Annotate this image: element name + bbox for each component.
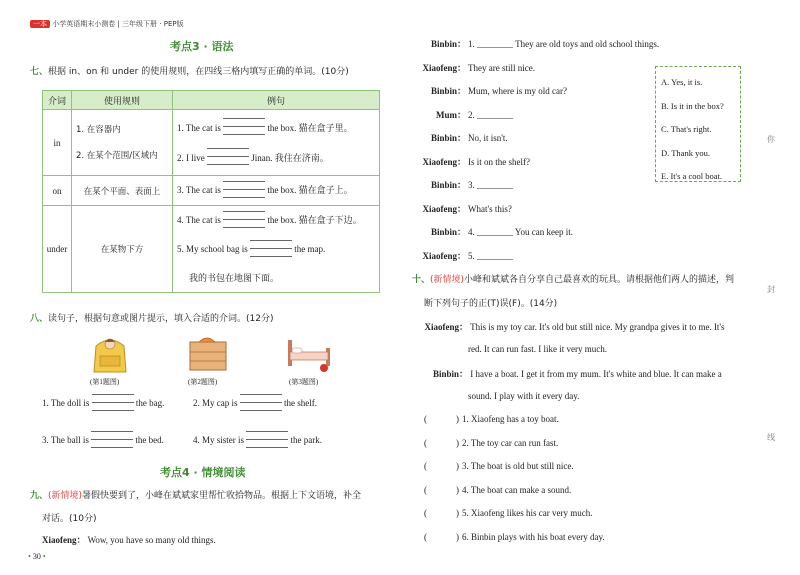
dialog-line	[410, 178, 513, 191]
header-title: 小学英语期末小测卷 | 三年级下册 · PEP版	[52, 20, 184, 28]
option-e: E. It's a cool boat.	[661, 171, 723, 181]
tf-answer-slot[interactable]: (	[424, 532, 427, 542]
kp3-title: 考点3 · 语法	[170, 40, 234, 53]
q9-text-2: 对话。(10分)	[42, 514, 97, 524]
speaker-xiaofeng-q10: Xiaofeng：	[424, 322, 468, 332]
options-box	[655, 66, 741, 182]
s3-blank[interactable]	[223, 177, 265, 205]
s1-blank[interactable]	[223, 114, 265, 142]
xiaofeng-passage-1	[424, 320, 725, 333]
s4-blank[interactable]	[223, 207, 265, 235]
s2-b: Jinan. 我住在济南。	[251, 152, 329, 163]
s4-a: 4. The cat is	[177, 215, 221, 225]
rule-in	[72, 110, 173, 176]
i2-blank[interactable]	[240, 390, 282, 418]
header-badge: 一本	[30, 20, 50, 28]
dialog-text: What's this?	[468, 204, 512, 214]
q8-item-2	[193, 390, 317, 418]
tf-answer-slot[interactable]: (	[424, 461, 427, 471]
q10-instruction	[412, 272, 734, 285]
option-a: A. Yes, it is.	[661, 77, 703, 87]
dialog-text: 4. ________ You can keep it.	[468, 227, 573, 237]
q8-text: 读句子，根据句意或图片提示，填入合适的介词。(12分)	[48, 314, 274, 324]
q8-instruction	[30, 311, 274, 324]
tf-paren-close: )	[456, 485, 459, 495]
xiaofeng-passage-text-1: This is my toy car. It's old but still nice. My grandpa gives it to me. It's	[470, 322, 725, 332]
tf-item-text: 2. The toy car can run fast.	[462, 438, 559, 448]
dialog-speaker: Xiaofeng：	[422, 157, 466, 167]
binbin-passage-1	[424, 367, 722, 380]
q8-item-1	[42, 390, 164, 418]
dialog-line	[410, 84, 567, 97]
speaker-binbin-q10: Binbin：	[432, 369, 468, 379]
tf-item	[424, 485, 571, 495]
tf-item-text: 6. Binbin plays with his boat every day.	[462, 532, 605, 542]
q8-item-4	[193, 427, 322, 455]
dialog-speaker: Xiaofeng：	[422, 251, 466, 261]
tf-item-text: 5. Xiaofeng likes his car very much.	[462, 508, 593, 518]
tf-item	[424, 508, 592, 518]
prep-in: in	[43, 110, 72, 176]
s4-b: the box. 猫在盒子下边。	[267, 215, 362, 225]
dialog-line	[410, 225, 573, 238]
q7-num: 七、	[30, 67, 49, 77]
doll-bag-illustration	[88, 332, 132, 376]
s5-a: 5. My school bag is	[177, 243, 248, 254]
option-d: D. Thank you.	[661, 147, 710, 158]
shelf-cap-illustration	[187, 334, 229, 374]
preposition-table	[42, 90, 380, 293]
tf-item	[424, 532, 605, 542]
speaker-xiaofeng: Xiaofeng：	[42, 535, 86, 545]
sentence-5	[177, 235, 379, 264]
margin-char-3: 线	[767, 433, 775, 442]
dialog-speaker: Mum：	[436, 110, 466, 120]
q9-line-1-text: Wow, you have so many old things.	[87, 535, 216, 545]
col-header-example: 例句	[173, 91, 380, 110]
sentence-4	[177, 206, 379, 235]
bed-ball-illustration	[284, 334, 336, 374]
tf-item-text: 4. The boat can make a sound.	[462, 485, 572, 495]
q10-num: 十、	[412, 275, 431, 285]
prep-on: on	[43, 176, 72, 206]
sentence-1	[177, 113, 379, 143]
header	[30, 19, 184, 29]
s1-a: 1. The cat is	[177, 122, 221, 133]
q8-item-3	[42, 427, 164, 455]
i3-a: 3. The ball is	[42, 435, 89, 446]
option-c: C. That's right.	[661, 124, 712, 134]
tf-paren-close: )	[456, 532, 459, 542]
dialog-text: No, it isn't.	[468, 133, 508, 143]
dialog-text: 3. ________	[468, 180, 513, 190]
caption-3: (第3题图)	[289, 378, 319, 386]
col-header-prep: 介词	[43, 91, 72, 110]
q9-tag: (新情境)	[48, 491, 83, 501]
tf-answer-slot[interactable]: (	[424, 508, 427, 518]
s1-b: the box. 猫在盒子里。	[267, 122, 353, 133]
examples-in	[173, 110, 380, 176]
s5-b: the map.	[294, 243, 326, 254]
s3-a: 3. The cat is	[177, 184, 221, 195]
i4-a: 4. My sister is	[193, 435, 245, 446]
examples-on	[173, 176, 380, 206]
dialog-speaker: Binbin：	[430, 133, 466, 143]
dialog-line	[410, 37, 659, 50]
q9-num: 九、	[30, 491, 49, 501]
s2-blank[interactable]	[207, 144, 249, 172]
caption-1: (第1题图)	[90, 378, 120, 386]
tf-item-text: 1. Xiaofeng has a toy boat.	[462, 414, 559, 424]
tf-item-text: 3. The boat is old but still nice.	[462, 461, 574, 471]
dialog-line	[410, 131, 508, 144]
tf-answer-slot[interactable]: (	[424, 485, 427, 495]
q8-num: 八、	[30, 314, 49, 324]
q9-text1: 暑假快要到了，小峰在斌斌家里帮忙收拾物品。根据上下文语境，补全	[82, 491, 362, 501]
tf-item	[424, 438, 558, 448]
dialog-speaker: Binbin：	[430, 227, 466, 237]
q9-instruction	[30, 488, 361, 501]
tf-item	[424, 461, 574, 471]
i2-b: the shelf.	[284, 398, 317, 409]
rule-on: 在某个平面、表面上	[72, 176, 173, 206]
s3-b: the box. 猫在盒子上。	[267, 184, 353, 195]
s2-a: 2. I live	[177, 152, 205, 163]
i1-blank[interactable]	[92, 390, 134, 418]
s5-blank[interactable]	[250, 236, 292, 264]
col-header-rule: 使用规则	[72, 91, 173, 110]
tf-item	[424, 414, 559, 424]
tf-paren-close: )	[456, 438, 459, 448]
margin-char-2: 封	[767, 285, 775, 294]
prep-under: under	[43, 206, 72, 293]
i4-b: the park.	[290, 435, 323, 446]
tf-paren-close: )	[456, 508, 459, 518]
sentence-2	[177, 143, 379, 173]
dialog-line	[410, 249, 513, 262]
dialog-text: 2. ________	[468, 110, 513, 120]
margin-char-1: 你	[767, 135, 775, 144]
dialog-text: 5. ________	[468, 251, 513, 261]
i3-b: the bed.	[135, 435, 164, 446]
dialog-text: Mum, where is my old car?	[468, 86, 567, 96]
rule-in-2: 2. 在某个范围/区域内	[76, 150, 158, 161]
q7-text: 根据 in、on 和 under 的使用规则，在四线三格内填写正确的单词。(10分)	[48, 67, 349, 77]
xiaofeng-passage-2: red. It can run fast. I like it very much.	[468, 344, 607, 354]
caption-2: (第2题图)	[188, 378, 218, 386]
rule-under: 在某物下方	[72, 206, 173, 293]
q10-text-2: 断下列句子的正(T)误(F)。(14分)	[424, 299, 558, 309]
dialog-speaker: Xiaofeng：	[422, 63, 466, 73]
sentence-5-cn: 我的书包在地图下面。	[189, 272, 280, 283]
dialog-speaker: Binbin：	[430, 39, 466, 49]
examples-under	[173, 206, 380, 293]
dialog-text: They are still nice.	[468, 63, 535, 73]
dialog-line	[410, 108, 513, 121]
q9-line-1	[42, 533, 216, 546]
dialog-speaker: Xiaofeng：	[422, 204, 466, 214]
kp4-title: 考点4 · 情境阅读	[160, 466, 246, 479]
dialog-line	[410, 155, 530, 168]
i2-a: 2. My cap is	[193, 398, 238, 409]
i3-blank[interactable]	[91, 427, 133, 455]
dialog-speaker: Binbin：	[430, 86, 466, 96]
dialog-line	[410, 61, 535, 74]
dialog-text: Is it on the shelf?	[468, 157, 530, 167]
page-number-text: 30	[32, 552, 41, 561]
q10-tag: (新情境)	[430, 275, 465, 285]
binbin-passage-text-1: I have a boat. I get it from my mum. It's white and blue. It can make a	[470, 369, 722, 379]
option-b: B. Is it in the box?	[661, 100, 724, 111]
q10-text1: 小峰和斌斌各自分享自己最喜欢的玩具。请根据他们两人的描述，判	[464, 275, 735, 285]
binbin-passage-2: sound. I play with it every day.	[468, 391, 580, 401]
tf-answer-slot[interactable]: (	[424, 438, 427, 448]
q7-instruction	[30, 64, 349, 77]
dialog-text: 1. ________ They are old toys and old school things.	[468, 39, 660, 49]
tf-answer-slot[interactable]: (	[424, 414, 427, 424]
page-number: • 30 •	[28, 552, 46, 561]
i1-a: 1. The doll is	[42, 398, 90, 409]
dialog-line	[410, 202, 512, 215]
rule-in-1: 1. 在容器内	[76, 124, 121, 135]
dialog-speaker: Binbin：	[430, 180, 466, 190]
tf-paren-close: )	[456, 461, 459, 471]
i1-b: the bag.	[135, 398, 165, 409]
tf-paren-close: )	[456, 414, 459, 424]
i4-blank[interactable]	[246, 427, 288, 455]
